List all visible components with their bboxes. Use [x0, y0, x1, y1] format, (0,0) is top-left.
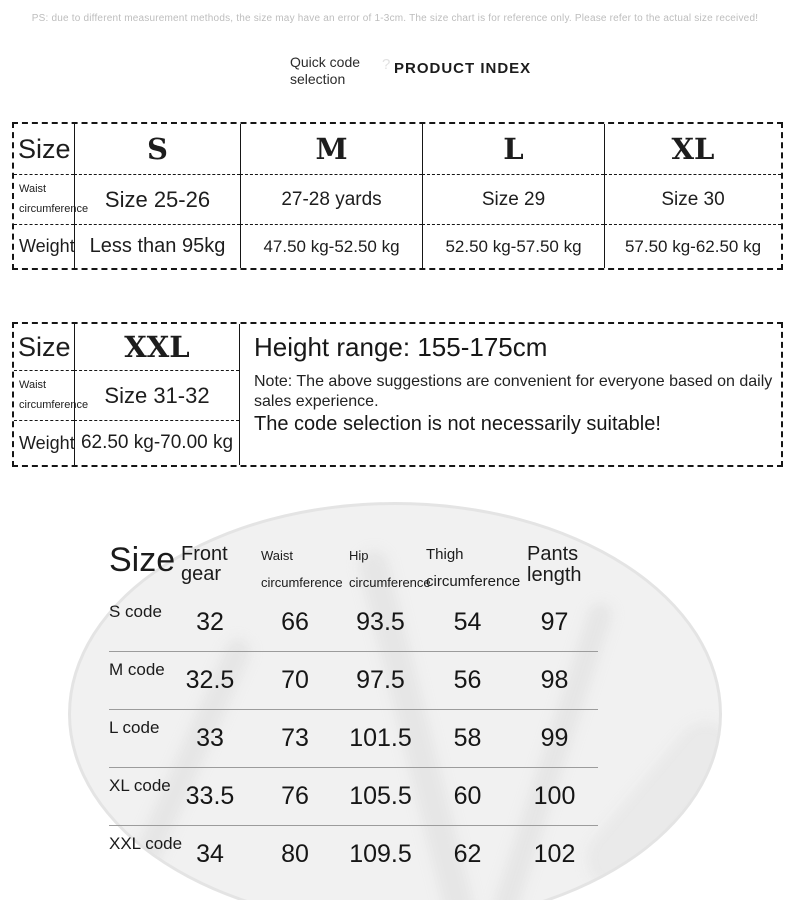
table2-corner-label: Size	[18, 331, 71, 362]
waist-cell-m: 27-28 yards	[240, 174, 422, 224]
measurement-table-header	[109, 535, 598, 594]
cell-value: 70	[281, 666, 309, 694]
weight-cell-l: 52.50 kg-57.50 kg	[422, 224, 604, 268]
cell-value: 97	[540, 608, 569, 636]
weight-row-label: Weight	[14, 224, 74, 268]
cell-value: 73	[281, 724, 309, 752]
weight-cell-m: 47.50 kg-52.50 kg	[240, 224, 422, 268]
height-range-title: Height range: 155-175cm	[254, 332, 548, 362]
weight-cell-s: Less than 95kg	[74, 224, 240, 268]
row-label: L code	[109, 718, 160, 737]
col-header-front-gear: Front gear	[181, 543, 228, 586]
waist-cell-s: Size 25-26	[74, 174, 240, 224]
size-table-smlxl	[12, 122, 783, 270]
waist-cell-xxl: Size 31-32	[74, 370, 239, 420]
weight-row-label: Weight	[14, 420, 74, 465]
row-label: XL code	[109, 776, 171, 795]
waist-cell-xl: Size 30	[604, 174, 781, 224]
cell-value: 54	[453, 608, 482, 636]
height-range-note: Note: The above suggestions are convenient for everyone based on daily sales experience.	[254, 373, 773, 410]
size-col-header-xxl: XXL	[74, 324, 239, 370]
cell-value: 98	[540, 666, 569, 694]
size-table-xxl	[12, 322, 783, 467]
cell-value: 101.5	[349, 724, 412, 752]
table-row-s	[109, 594, 598, 652]
row-label: S code	[109, 602, 162, 621]
cell-value: 60	[453, 782, 482, 810]
cell-value: 100	[533, 782, 576, 810]
cell-value: 97.5	[356, 666, 405, 694]
cell-value: 56	[453, 666, 482, 694]
cell-value: 93.5	[356, 608, 405, 636]
size-col-header-m: M	[240, 124, 422, 174]
product-index-title: PRODUCT INDEX	[394, 60, 532, 77]
waist-row-label: Waist circumference	[14, 370, 74, 420]
size-col-header-xl: XL	[604, 124, 781, 174]
col-header-hip: Hip circumference	[349, 548, 431, 591]
cell-value: 58	[453, 724, 482, 752]
table-row-xxl	[109, 826, 598, 884]
table-row-l	[109, 710, 598, 768]
waist-row-label: Waist circumference	[14, 174, 74, 224]
cell-value: 32	[196, 608, 224, 636]
size-col-header-s: S	[74, 124, 240, 174]
size-col-header-l: L	[422, 124, 604, 174]
col-header-pants-length: Pants length	[527, 543, 582, 586]
cell-value: 99	[540, 724, 569, 752]
cell-value: 32.5	[185, 666, 235, 694]
ghost-mark: ?	[382, 56, 391, 73]
col-header-thigh: Thigh circumference	[426, 546, 521, 590]
cell-value: 66	[281, 608, 309, 636]
height-range-emphasis: The code selection is not necessarily suitable!	[254, 413, 661, 435]
row-label: M code	[109, 660, 165, 679]
waist-cell-l: Size 29	[422, 174, 604, 224]
cell-value: 80	[281, 840, 309, 868]
col-header-waist: Waist circumference	[261, 548, 343, 591]
cell-value: 62	[453, 840, 482, 868]
cell-value: 34	[196, 840, 224, 868]
measurement-table-title: Size	[109, 541, 176, 579]
measurement-table	[109, 535, 598, 884]
measurement-disclaimer: PS: due to different measurement methods, the size may have an error of 1-3cm. The size chart is for reference only. Please refer to the actual size received!	[31, 13, 759, 24]
weight-cell-xxl: 62.50 kg-70.00 kg	[74, 420, 239, 465]
table-row-xl	[109, 768, 598, 826]
table-row-m	[109, 652, 598, 710]
table1-corner-label: Size	[18, 133, 71, 164]
quick-code-selection-label: Quick code selection	[290, 54, 361, 87]
cell-value: 102	[533, 840, 576, 868]
cell-value: 33	[196, 724, 224, 752]
weight-cell-xl: 57.50 kg-62.50 kg	[604, 224, 781, 268]
height-range-cell	[239, 324, 781, 465]
cell-value: 76	[281, 782, 309, 810]
cell-value: 109.5	[349, 840, 412, 868]
row-label: XXL code	[109, 834, 183, 853]
cell-value: 105.5	[349, 782, 412, 810]
cell-value: 33.5	[185, 782, 235, 810]
